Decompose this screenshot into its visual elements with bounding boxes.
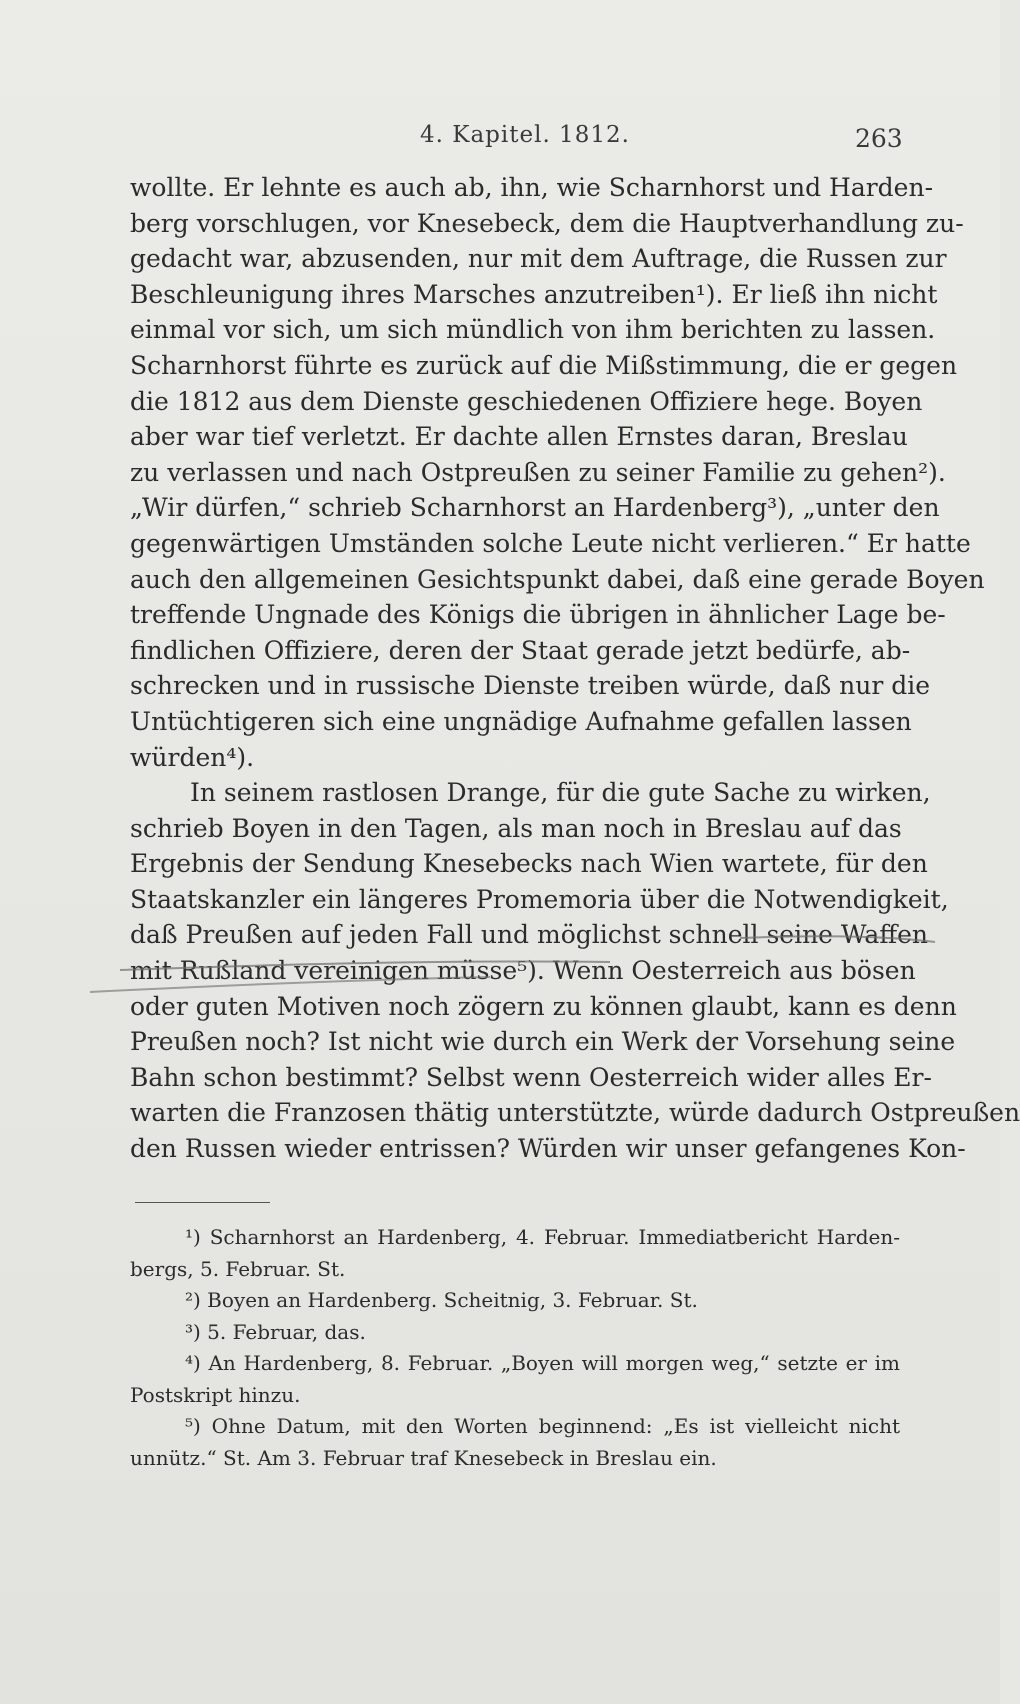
text-line: einmal vor sich, um sich mündlich von ihm berichten zu lassen. — [130, 315, 936, 345]
footnotes — [130, 1222, 900, 1474]
page-number: 263 — [855, 124, 903, 153]
text-line: treffende Ungnade des Königs die übrigen in ähnlicher Lage be- — [130, 600, 946, 630]
footnote-line: ³) 5. Februar, das. — [185, 1319, 366, 1344]
text-line: In seinem rastlosen Drange, für die gute Sache zu wirken, — [190, 778, 931, 808]
running-head: 4. Kapitel. 1812. — [420, 122, 630, 148]
text-line: Untüchtigeren sich eine ungnädige Aufnahme gefallen lassen — [130, 706, 912, 736]
text-line: findlichen Offiziere, deren der Staat gerade jetzt bedürfe, ab- — [130, 635, 911, 665]
text-line: zu verlassen und nach Ostpreußen zu seiner Familie zu gehen²). — [130, 457, 946, 487]
text-line: „Wir dürfen,“ schrieb Scharnhorst an Hardenberg³), „unter den — [130, 493, 940, 523]
text-line: Bahn schon bestimmt? Selbst wenn Oesterreich wider alles Er- — [130, 1062, 932, 1092]
footnote-separator — [135, 1202, 270, 1203]
text-line: gedacht war, abzusenden, nur mit dem Auftrage, die Russen zur — [130, 244, 947, 274]
text-line: oder guten Motiven noch zögern zu können glaubt, kann es denn — [130, 991, 957, 1021]
text-line: mit Rußland vereinigen müsse⁵). Wenn Oesterreich aus bösen — [130, 956, 916, 986]
text-line: warten die Franzosen thätig unterstützte, würde dadurch Ostpreußen — [130, 1098, 1020, 1128]
text-line: berg vorschlugen, vor Knesebeck, dem die Hauptverhandlung zu- — [130, 208, 964, 238]
text-line: aber war tief verletzt. Er dachte allen Ernstes daran, Breslau — [130, 422, 908, 452]
footnote-line: ⁵) Ohne Datum, mit den Worten beginnend: „Es ist vielleicht nicht — [185, 1414, 900, 1438]
footnote-line: ²) Boyen an Hardenberg. Scheitnig, 3. Februar. St. — [185, 1288, 698, 1312]
text-line: wollte. Er lehnte es auch ab, ihn, wie Scharnhorst und Harden- — [130, 173, 934, 202]
text-line: die 1812 aus dem Dienste geschiedenen Offiziere hege. Boyen — [130, 386, 923, 416]
text-line: Staatskanzler ein längeres Promemoria über die Notwendigkeit, — [130, 884, 949, 914]
text-line: schrieb Boyen in den Tagen, als man noch in Breslau auf das — [130, 813, 902, 843]
body-text — [130, 170, 1020, 1167]
text-line: Preußen noch? Ist nicht wie durch ein Werk der Vorsehung seine — [130, 1027, 956, 1057]
text-line: würden⁴). — [130, 742, 255, 772]
text-line: Beschleunigung ihres Marsches anzutreiben¹). Er ließ ihn nicht — [130, 279, 938, 309]
footnote-line: bergs, 5. Februar. St. — [130, 1256, 346, 1281]
text-line: gegenwärtigen Umständen solche Leute nicht verlieren.“ Er hatte — [130, 528, 971, 558]
footnote-line: ⁴) An Hardenberg, 8. Februar. „Boyen will morgen weg,“ setzte er im — [185, 1351, 900, 1375]
text-line: Ergebnis der Sendung Knesebecks nach Wien wartete, für den — [130, 849, 928, 879]
text-line: auch den allgemeinen Gesichtspunkt dabei, daß eine gerade Boyen — [130, 564, 985, 594]
footnote-line: unnütz.“ St. Am 3. Februar traf Knesebeck in Breslau ein. — [130, 1445, 717, 1470]
text-line: schrecken und in russische Dienste treiben würde, daß nur die — [130, 671, 931, 701]
text-line: den Russen wieder entrissen? Würden wir unser gefangenes Kon- — [130, 1134, 966, 1164]
text-line: Scharnhorst führte es zurück auf die Mißstimmung, die er gegen — [130, 350, 958, 380]
page-header — [0, 122, 1000, 158]
footnote-line: ¹) Scharnhorst an Hardenberg, 4. Februar. Immediatbericht Harden- — [185, 1225, 900, 1249]
footnote-line: Postskript hinzu. — [130, 1382, 301, 1407]
text-line: daß Preußen auf jeden Fall und möglichst schnell seine Waffen — [130, 920, 928, 950]
